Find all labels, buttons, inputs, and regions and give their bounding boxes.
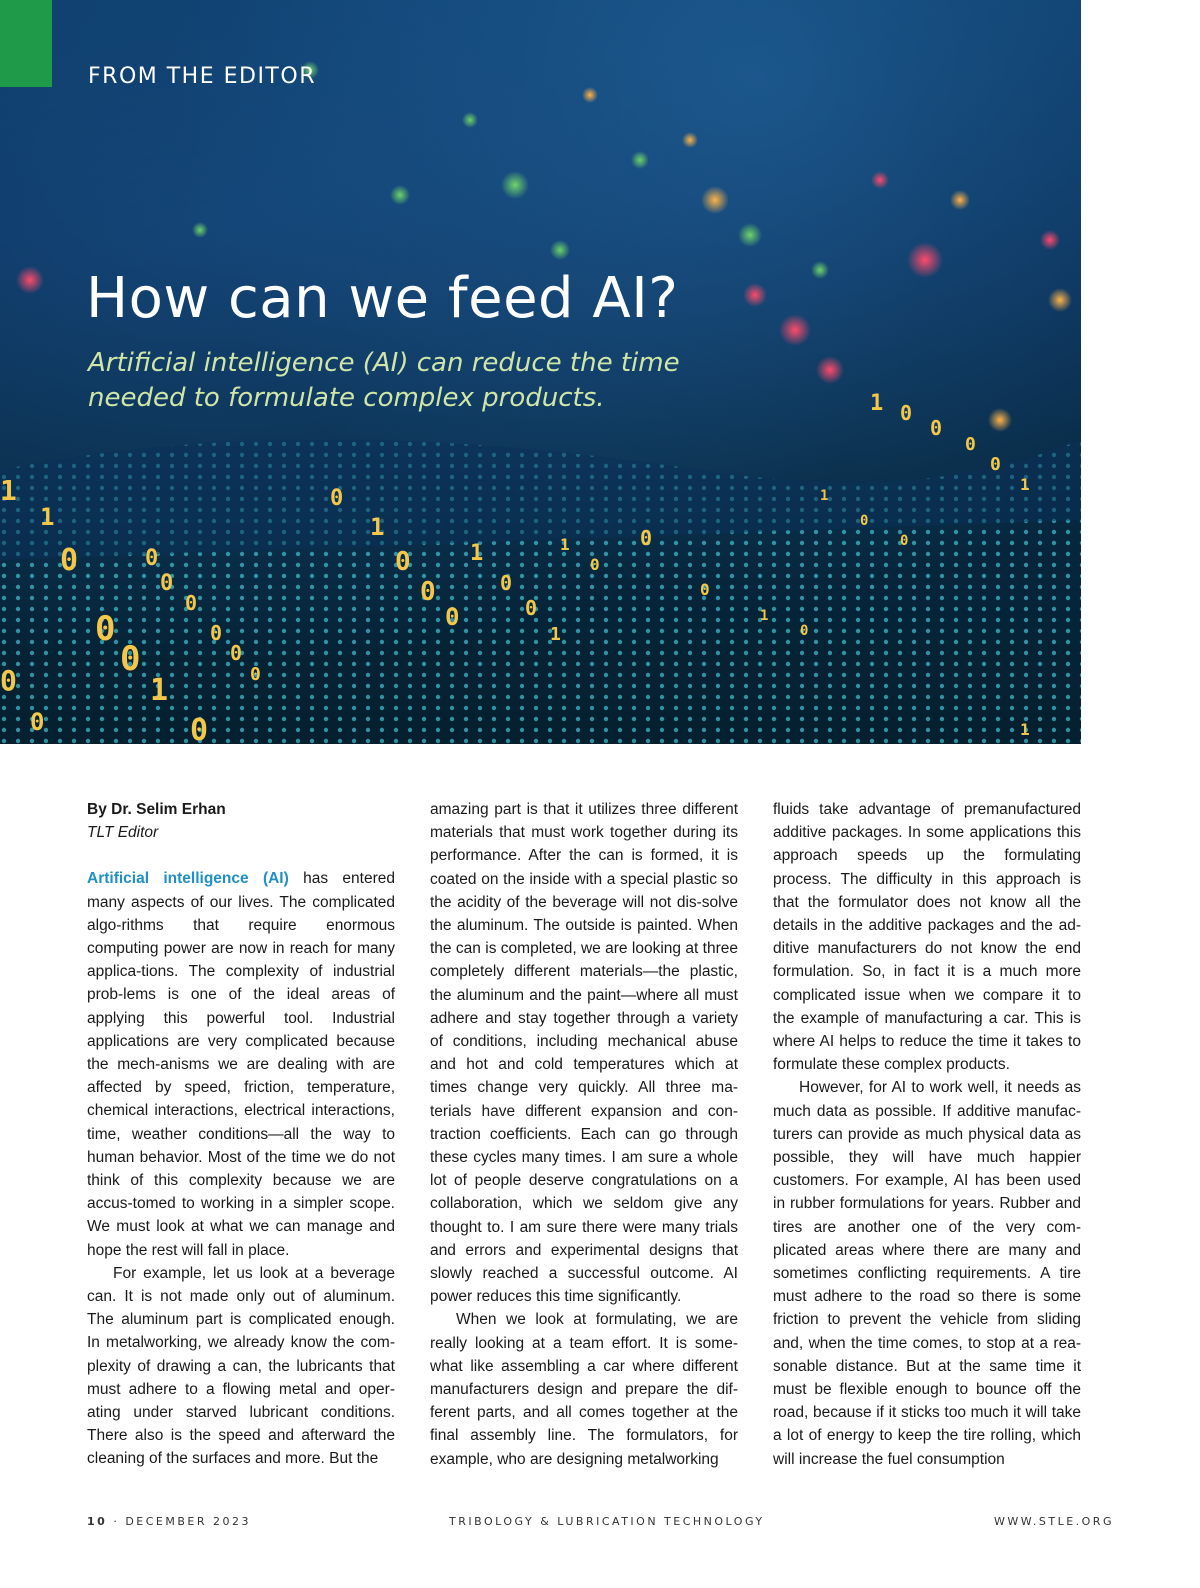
- svg-text:0: 0: [445, 603, 460, 631]
- paragraph: When we look at formulating, we are really looking at a team effort. It is some-what like assembling a car where different manufacturers design and prepare the dif-ferent parts, and all comes together at the final assembly line. The formulators, for example, who are designing metalworking: [430, 1311, 738, 1468]
- footer-separator: ·: [113, 1515, 120, 1528]
- svg-text:0: 0: [900, 401, 913, 425]
- svg-text:0: 0: [990, 454, 1001, 475]
- paragraph: fluids take advantage of premanufactured additive packages. In some applications this approach speeds up the formulating process. The difficulty in this approach is that the formulator does not know all the details in the additive packages and the ad-ditive manufacturers do not know the end formulation. So, in fact it is a much more complicated issue when we compare it to the example of manufacturing a car. This is where AI helps to reduce the time it takes to formulate these complex products.: [773, 801, 1081, 1074]
- page-number: 10: [87, 1515, 108, 1528]
- svg-text:0: 0: [250, 664, 261, 685]
- svg-text:0: 0: [145, 546, 159, 571]
- svg-text:0: 0: [95, 609, 116, 649]
- svg-text:0: 0: [60, 543, 79, 578]
- svg-text:0: 0: [700, 580, 710, 599]
- svg-text:0: 0: [930, 416, 943, 440]
- issue-date: DECEMBER 2023: [125, 1515, 251, 1528]
- svg-text:0: 0: [0, 664, 17, 697]
- paragraph: amazing part is that it utilizes three different materials that must work together during its performance. After the can is formed, it is coated on the inside with a special plastic so the acidity of the beverage will not dis-solve the aluminum. The outside is painted. When the can is completed, we are looking at three completely different materials—the plastic, the aluminum and the paint—where all must adhere and stay together through a variety of conditions, including mechanical abuse and hot and cold temperatures which at times change very quickly. All three ma-terials have different expansion and con-traction coefficients. Each can go through these cycles many times. I am sure a whole lot of people deserve congratulations on a collaboration, which we seldom give any thought to. I am sure there were many trials and errors and experimental designs that slowly reached a successful outcome. AI power reduces this time significantly.: [430, 801, 738, 1306]
- svg-text:0: 0: [210, 621, 223, 645]
- article-headline: How can we feed AI?: [86, 266, 679, 331]
- svg-text:0: 0: [120, 639, 141, 679]
- svg-text:0: 0: [230, 641, 243, 665]
- svg-text:0: 0: [30, 708, 45, 736]
- svg-text:0: 0: [640, 526, 653, 550]
- svg-text:0: 0: [860, 513, 869, 529]
- svg-text:0: 0: [395, 547, 411, 577]
- publication-name: TRIBOLOGY & LUBRICATION TECHNOLOGY: [449, 1515, 765, 1528]
- section-label: FROM THE EDITOR: [88, 64, 316, 89]
- svg-text:0: 0: [590, 555, 600, 574]
- svg-text:0: 0: [525, 596, 538, 620]
- hero-image: [0, 0, 1081, 744]
- article-column-1: [87, 798, 395, 1471]
- svg-text:1: 1: [1020, 720, 1030, 739]
- svg-text:1: 1: [820, 488, 829, 504]
- svg-text:1: 1: [0, 474, 17, 507]
- author-role: TLT Editor: [87, 824, 159, 842]
- svg-text:1: 1: [40, 503, 55, 531]
- svg-text:0: 0: [190, 713, 209, 744]
- svg-text:1: 1: [150, 673, 169, 708]
- website-link[interactable]: WWW.STLE.ORG: [994, 1515, 1114, 1528]
- paragraph: However, for AI to work well, it needs as much data as possible. If additive manufac-turers can provide as much physical data as possible, they will have much happier customers. For example, AI has been used in rubber formulations for years. Rubber and tires are another one of the very com-plicated areas where there are many and sometimes conflicting requirements. A tire must adhere to the road so there is some friction to prevent the vehicle from sliding and, when the time comes, to stop at a rea-sonable distance. But at the same time it must be flexible enough to bounce off the road, because if it sticks too much it will take a lot of energy to keep the tire rolling, which will increase the fuel consumption: [773, 1079, 1081, 1468]
- footer-page-info: [87, 1515, 251, 1528]
- svg-text:0: 0: [330, 486, 344, 511]
- svg-text:1: 1: [870, 391, 884, 416]
- svg-text:1: 1: [1020, 475, 1030, 494]
- svg-text:0: 0: [900, 533, 909, 549]
- byline: By Dr. Selim Erhan: [87, 801, 226, 818]
- article-column-3: [773, 798, 1081, 1471]
- paragraph: [87, 867, 395, 1261]
- section-color-tab: [0, 0, 52, 87]
- svg-text:0: 0: [800, 623, 809, 639]
- svg-text:1: 1: [470, 541, 484, 566]
- paragraph: For example, let us look at a beverage can. It is not made only out of aluminum. The aluminum part is complicated enough. In metalworking, we already know the com-plexity of drawing a can, the lubricants that must adhere to a flowing metal and oper-ating under starved lubricant conditions. There also is the speed and afterward the cleaning of the surfaces and more. But the: [87, 1264, 395, 1468]
- article-column-2: [430, 798, 738, 1471]
- svg-text:1: 1: [760, 608, 769, 624]
- svg-text:1: 1: [550, 624, 561, 645]
- svg-text:0: 0: [160, 571, 174, 596]
- article-subhead: Artificial intelligence (AI) can reduce the time needed to formulate complex products.: [88, 348, 680, 413]
- svg-text:0: 0: [965, 434, 976, 455]
- svg-text:0: 0: [185, 591, 198, 615]
- svg-text:1: 1: [560, 535, 570, 554]
- svg-text:0: 0: [420, 577, 436, 607]
- svg-text:1: 1: [370, 513, 385, 541]
- svg-text:0: 0: [500, 571, 513, 595]
- paragraph-text: has entered many aspects of our lives. The complicated algo-rithms that require enormous computing power are now in reach for many applica-tions. The complexity of industrial prob-lems is one of the ideal areas of applying this powerful tool. Industrial applications are very complicated because the mech-anisms we are dealing with are affected by speed, friction, temperature, chemical interactions, electrical interactions, time, weather conditions—all the way to human behavior. Most of the time we do not think of this complexity because we are accus-tomed to working in a simpler scope. We must look at what we can manage and hope the rest will fall in place.: [87, 870, 395, 1259]
- lead-term: Artificial intelligence (AI): [87, 870, 289, 888]
